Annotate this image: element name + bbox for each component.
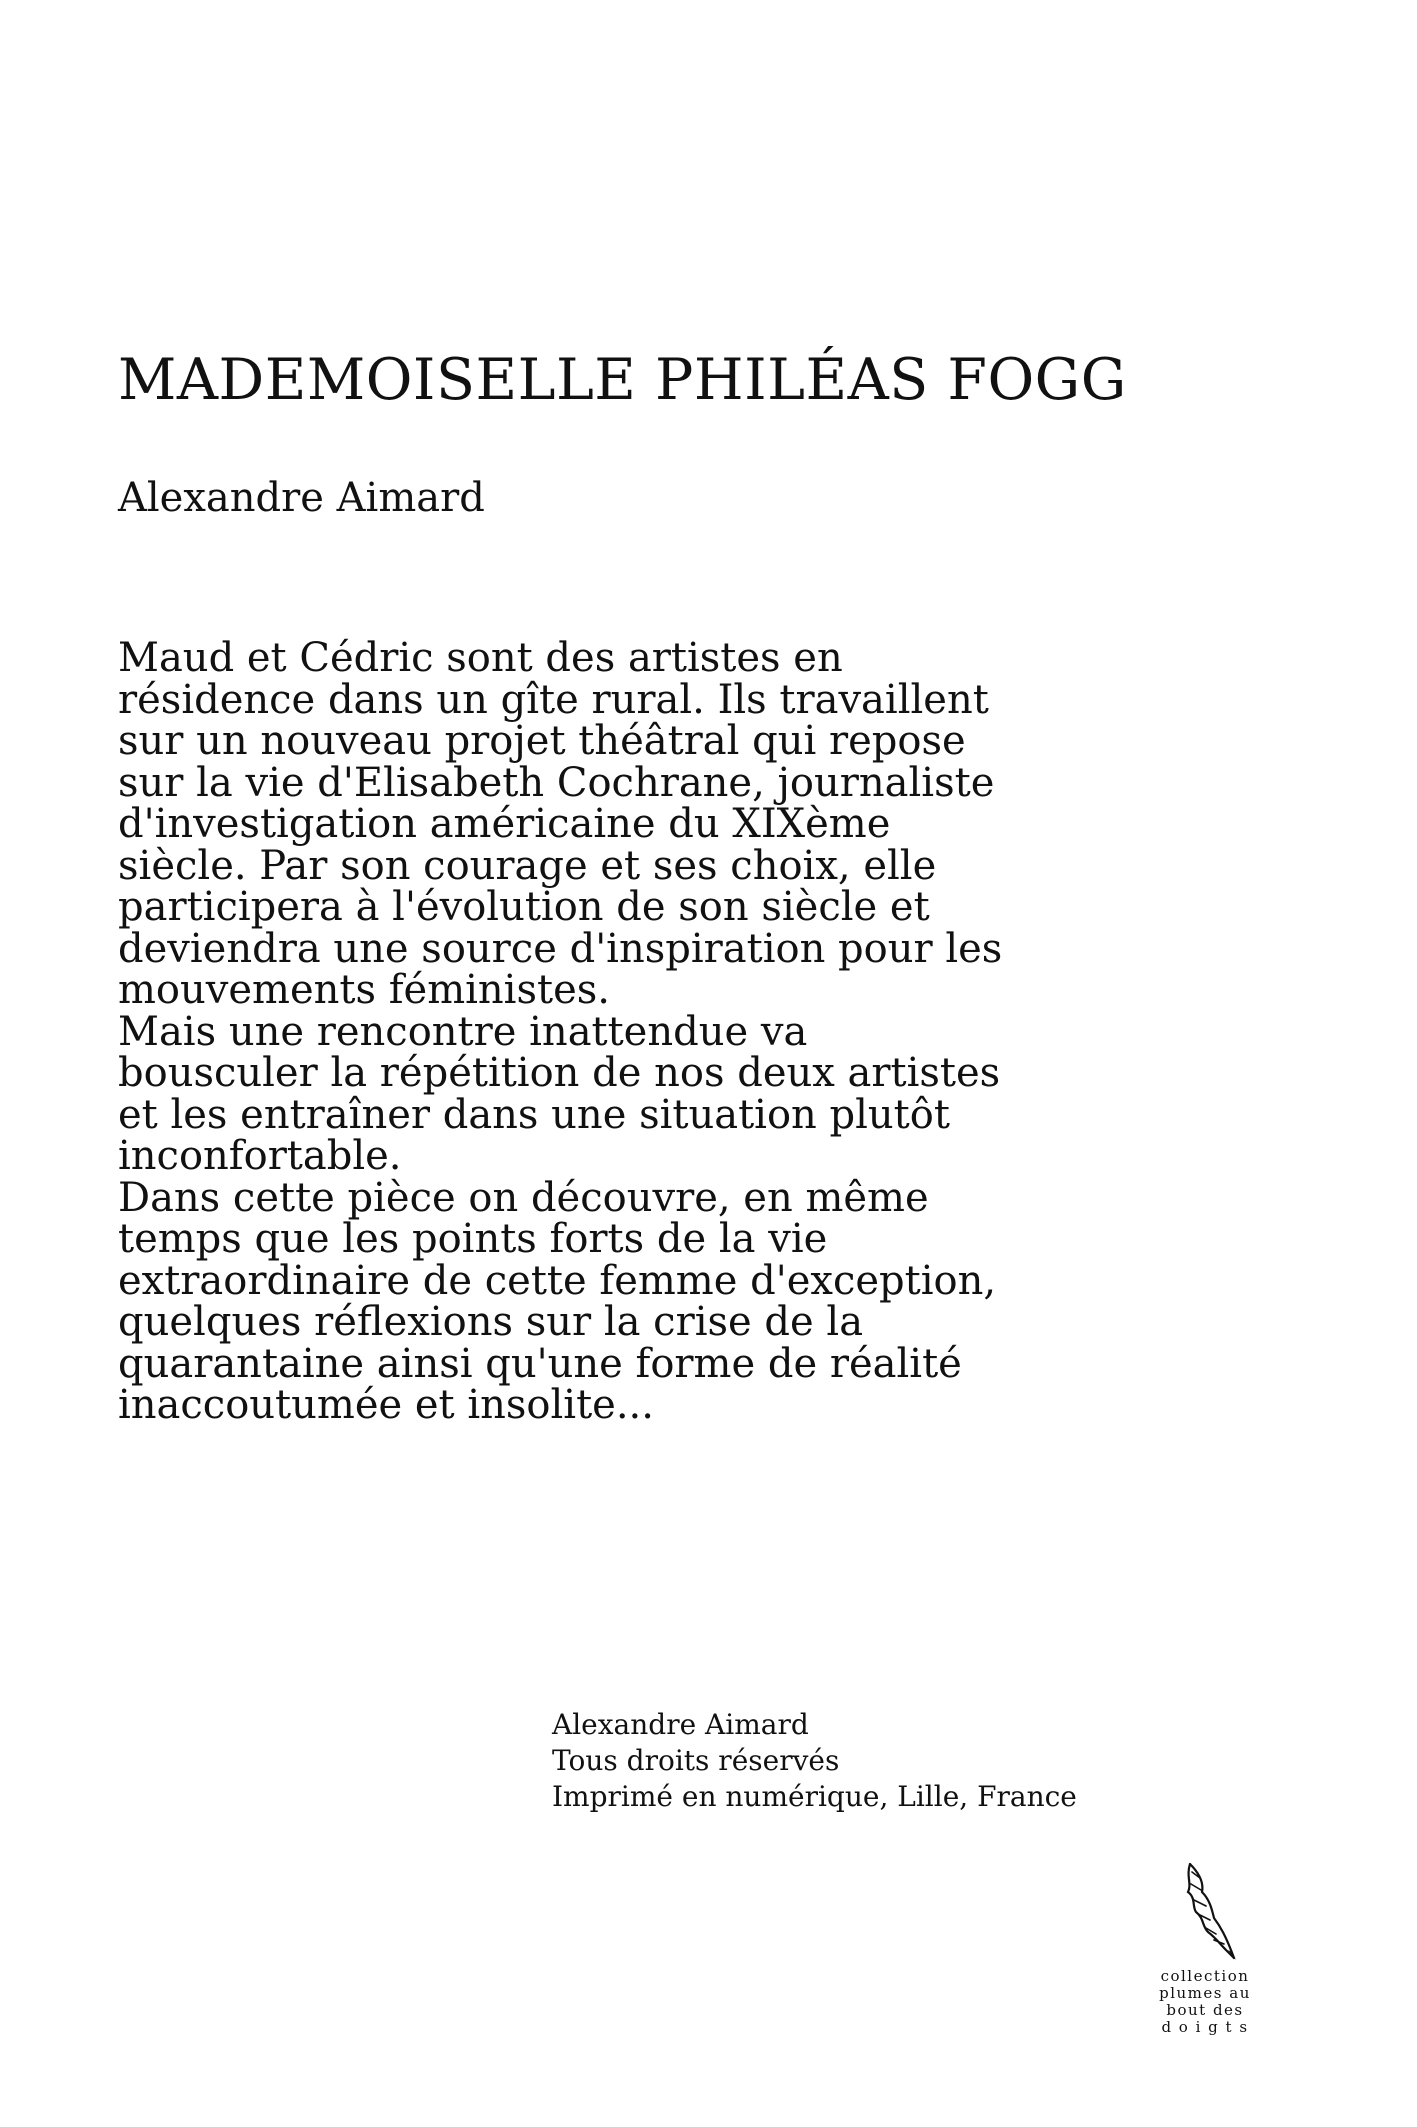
collection-line: plumes au — [1159, 1984, 1251, 2002]
summary-line: Dans cette pièce on découvre, en même — [118, 1174, 929, 1221]
summary-line: d'investigation américaine du XIXème — [118, 801, 891, 847]
collection-line: collection — [1160, 1967, 1250, 1985]
summary-line: Mais une rencontre inattendue va — [118, 1008, 808, 1055]
summary-line: mouvements féministes. — [118, 967, 610, 1013]
collection-name — [1150, 1968, 1260, 2036]
collection-logo — [1150, 1862, 1280, 2036]
imprint-block — [552, 1707, 1077, 1815]
collection-line: d o i g t s — [1161, 2018, 1249, 2036]
summary-line: inconfortable. — [118, 1133, 402, 1179]
summary-line: deviendra une source d'inspiration pour les — [118, 925, 1003, 972]
summary-line: résidence dans un gîte rural. Ils travaillent — [118, 676, 989, 723]
book-summary — [118, 635, 1118, 1428]
summary-line: quelques réflexions sur la crise de la — [118, 1299, 864, 1345]
quill-feather-icon — [1182, 1862, 1252, 1962]
imprint-author: Alexandre Aimard — [552, 1708, 809, 1741]
summary-paragraph-3 — [118, 1174, 1118, 1428]
imprint-printed: Imprimé en numérique, Lille, France — [552, 1780, 1077, 1813]
summary-line: inaccoutumée et insolite... — [118, 1382, 654, 1428]
summary-line: temps que les points forts de la vie — [118, 1216, 828, 1262]
summary-line: siècle. Par son courage et ses choix, elle — [118, 842, 937, 889]
book-author: Alexandre Aimard — [118, 475, 485, 521]
book-title: MADEMOISELLE PHILÉAS FOGG — [118, 347, 1127, 413]
summary-paragraph-1 — [118, 635, 1118, 1013]
summary-line: bousculer la répétition de nos deux artistes — [118, 1050, 1001, 1096]
imprint-rights: Tous droits réservés — [552, 1744, 840, 1777]
summary-line: quarantaine ainsi qu'une forme de réalité — [118, 1340, 962, 1387]
collection-line: bout des — [1166, 2001, 1244, 2019]
summary-line: extraordinaire de cette femme d'exception, — [118, 1257, 997, 1304]
summary-line: Maud et Cédric sont des artistes en — [118, 635, 843, 681]
summary-line: et les entraîner dans une situation plutôt — [118, 1091, 950, 1138]
summary-paragraph-2 — [118, 1008, 1118, 1179]
summary-line: participera à l'évolution de son siècle et — [118, 884, 930, 930]
summary-line: sur la vie d'Elisabeth Cochrane, journaliste — [118, 759, 995, 806]
summary-line: sur un nouveau projet théâtral qui repose — [118, 718, 966, 764]
